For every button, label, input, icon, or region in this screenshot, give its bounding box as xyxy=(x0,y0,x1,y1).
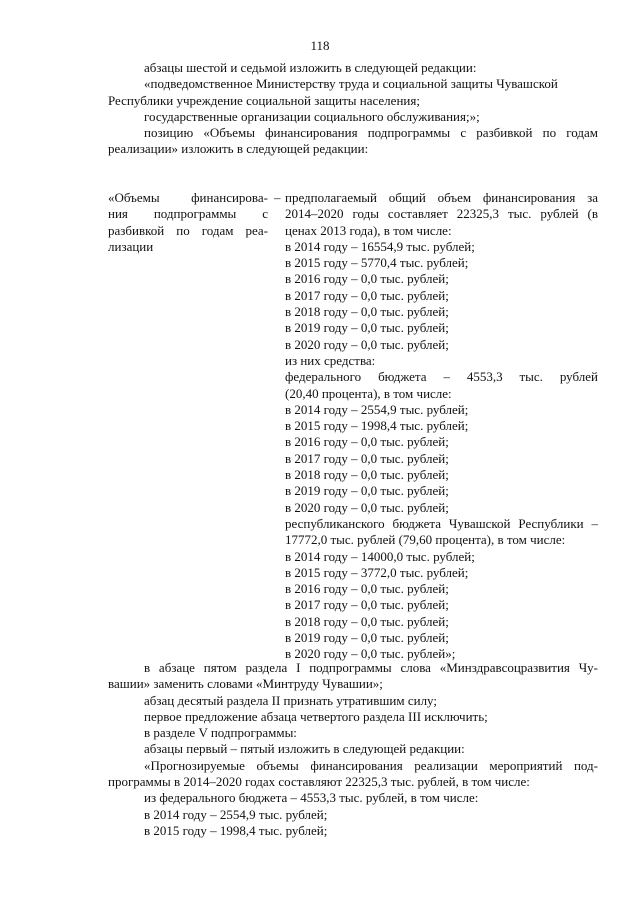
table-left-line: разбивкой по годам реа- xyxy=(108,222,268,238)
intro-line: позицию «Объемы финансирования подпрограммы с разбивкой по годам xyxy=(144,125,598,141)
table-right-line: 2014–2020 годы составляет 22325,3 тыс. рублей (в xyxy=(285,206,598,222)
table-right-line: в 2014 году – 2554,9 тыс. рублей; xyxy=(285,401,469,417)
table-right-line: в 2018 году – 0,0 тыс. рублей; xyxy=(285,467,449,483)
tail-line: в 2015 году – 1998,4 тыс. рублей; xyxy=(144,822,328,838)
table-right-line: в 2020 году – 0,0 тыс. рублей; xyxy=(285,499,449,515)
table-right-line: в 2015 году – 5770,4 тыс. рублей; xyxy=(285,255,469,271)
tail-line: в 2014 году – 2554,9 тыс. рублей; xyxy=(144,806,328,822)
table-right-line: республиканского бюджета Чувашской Республики – xyxy=(285,515,598,531)
table-left-line: лизации xyxy=(108,238,154,254)
intro-line: государственные организации социального обслуживания;»; xyxy=(144,108,480,124)
table-right-line: в 2015 году – 3772,0 тыс. рублей; xyxy=(285,564,469,580)
tail-line: программы в 2014–2020 годах составляют 22325,3 тыс. рублей, в том числе: xyxy=(108,774,530,790)
tail-line: вашии» заменить словами «Минтруду Чувашии»; xyxy=(108,676,383,692)
table-right-line: в 2017 году – 0,0 тыс. рублей; xyxy=(285,597,449,613)
tail-line: из федерального бюджета – 4553,3 тыс. рублей, в том числе: xyxy=(144,790,479,806)
tail-line: абзац десятый раздела II признать утратившим силу; xyxy=(144,692,437,708)
intro-line: реализации» изложить в следующей редакции: xyxy=(108,141,369,157)
tail-line: абзацы первый – пятый изложить в следующей редакции: xyxy=(144,741,465,757)
intro-line: «подведомственное Министерству труда и социальной защиты Чувашской xyxy=(144,76,558,92)
table-right-line: ценах 2013 года), в том числе: xyxy=(285,222,452,238)
table-right-line: в 2016 году – 0,0 тыс. рублей; xyxy=(285,581,449,597)
tail-line: в абзаце пятом раздела I подпрограммы слова «Минздравсоцразвития Чу- xyxy=(144,660,598,675)
table-right-line: в 2014 году – 14000,0 тыс. рублей; xyxy=(285,548,475,564)
table-right-line: в 2020 году – 0,0 тыс. рублей»; xyxy=(285,646,456,662)
table-right-line: в 2015 году – 1998,4 тыс. рублей; xyxy=(285,418,469,434)
table-dash: – xyxy=(274,190,281,205)
table-left-line: ния подпрограммы с xyxy=(108,206,268,222)
table-right-line: в 2019 году – 0,0 тыс. рублей; xyxy=(285,320,449,336)
intro-line: Республики учреждение социальной защиты населения; xyxy=(108,92,420,108)
table-left-line: «Объемы финансирова- xyxy=(108,190,268,205)
table-right-line: в 2016 году – 0,0 тыс. рублей; xyxy=(285,271,449,287)
table-right-line: в 2018 году – 0,0 тыс. рублей; xyxy=(285,613,449,629)
table-right-line: в 2014 году – 16554,9 тыс. рублей; xyxy=(285,238,475,254)
table-right-line: 17772,0 тыс. рублей (79,60 процента), в том числе: xyxy=(285,532,566,548)
intro-line: абзацы шестой и седьмой изложить в следующей редакции: xyxy=(144,60,477,75)
table-right-line: в 2019 году – 0,0 тыс. рублей; xyxy=(285,483,449,499)
tail-line: «Прогнозируемые объемы финансирования реализации мероприятий под- xyxy=(144,757,598,773)
page-number: 118 xyxy=(310,38,330,53)
table-right-line: в 2018 году – 0,0 тыс. рублей; xyxy=(285,304,449,320)
tail-line: первое предложение абзаца четвертого раздела III исключить; xyxy=(144,708,488,724)
table-right-line: в 2017 году – 0,0 тыс. рублей; xyxy=(285,450,449,466)
table-right-line: в 2017 году – 0,0 тыс. рублей; xyxy=(285,287,449,303)
table-right-line: предполагаемый общий объем финансирования за xyxy=(285,190,598,205)
table-right-line: федерального бюджета – 4553,3 тыс. рублей xyxy=(285,369,598,385)
table-left-column xyxy=(108,190,268,255)
table-right-line: в 2020 году – 0,0 тыс. рублей; xyxy=(285,336,449,352)
table-right-line: в 2019 году – 0,0 тыс. рублей; xyxy=(285,630,449,646)
table-right-column xyxy=(285,190,598,663)
table-right-line: из них средства: xyxy=(285,352,376,368)
intro-text xyxy=(108,60,598,158)
table-right-line: (20,40 процента), в том числе: xyxy=(285,385,452,401)
tail-text xyxy=(108,660,598,839)
table-right-line: в 2016 году – 0,0 тыс. рублей; xyxy=(285,434,449,450)
tail-line: в разделе V подпрограммы: xyxy=(144,725,297,741)
